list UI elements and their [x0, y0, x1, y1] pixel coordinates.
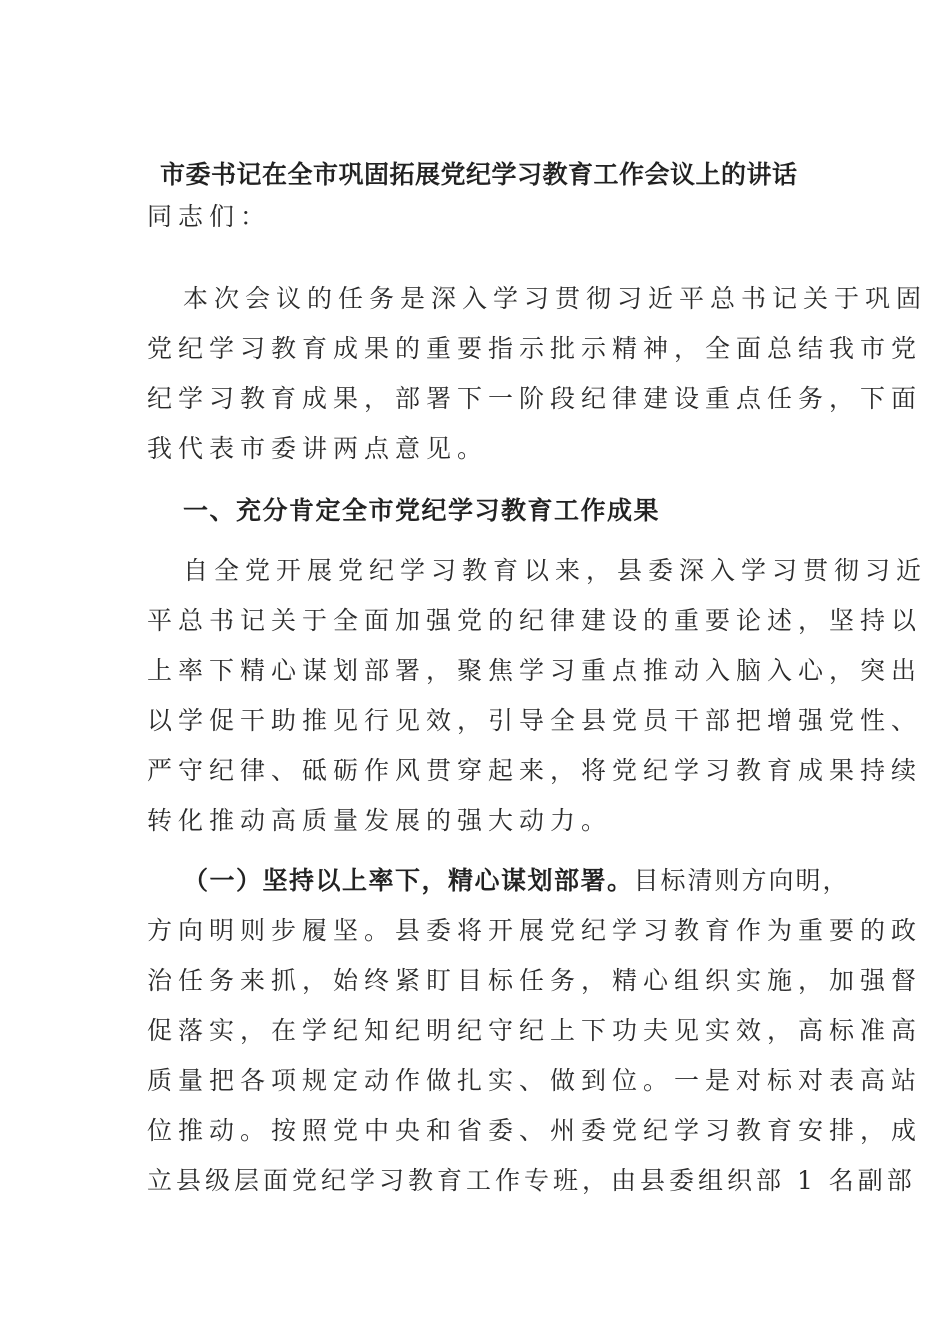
paragraph-line: 上率下精心谋划部署，聚焦学习重点推动入脑入心，突出	[147, 656, 923, 685]
paragraph-line: 转化推动高质量发展的强大动力。	[147, 806, 613, 835]
subsection-first-line-text: 目标清则方向明，	[633, 866, 850, 895]
intro-paragraph	[147, 274, 928, 474]
paragraph-line: 质量把各项规定动作做扎实、做到位。一是对标对表高站	[147, 1066, 923, 1095]
section-heading: 一、充分肯定全市党纪学习教育工作成果	[183, 496, 661, 525]
section1-paragraph	[147, 546, 928, 846]
section1-heading-block	[147, 486, 827, 536]
paragraph-line: 平总书记关于全面加强党的纪律建设的重要论述，坚持以	[147, 606, 923, 635]
paragraph-line: 促落实，在学纪知纪明纪守纪上下功夫见实效，高标准高	[147, 1016, 923, 1045]
paragraph-line: 治任务来抓，始终紧盯目标任务，精心组织实施，加强督	[147, 966, 923, 995]
paragraph-line: 我代表市委讲两点意见。	[147, 434, 489, 463]
paragraph-line: 纪学习教育成果，部署下一阶段纪律建设重点任务，下面	[147, 384, 923, 413]
subsection1-paragraph	[147, 856, 923, 1206]
paragraph-line: 立县级层面党纪学习教育工作专班，由县委组织部 1 名副部	[147, 1166, 916, 1195]
paragraph-line	[147, 856, 850, 906]
salutation-block	[147, 192, 827, 242]
paragraph-line: 位推动。按照党中央和省委、州委党纪学习教育安排，成	[147, 1116, 923, 1145]
salutation: 同志们：	[147, 202, 272, 231]
paragraph-line: 本次会议的任务是深入学习贯彻习近平总书记关于巩固	[183, 284, 928, 313]
document-title: 市委书记在全市巩固拓展党纪学习教育工作会议上的讲话	[160, 160, 798, 189]
subsection-heading: （一）坚持以上率下，精心谋划部署。	[183, 866, 634, 895]
paragraph-line: 以学促干助推见行见效，引导全县党员干部把增强党性、	[147, 706, 923, 735]
paragraph-line: 严守纪律、砥砺作风贯穿起来，将党纪学习教育成果持续	[147, 756, 923, 785]
paragraph-line: 党纪学习教育成果的重要指示批示精神，全面总结我市党	[147, 334, 923, 363]
paragraph-line: 自全党开展党纪学习教育以来，县委深入学习贯彻习近	[183, 556, 928, 585]
paragraph-line: 方向明则步履坚。县委将开展党纪学习教育作为重要的政	[147, 916, 923, 945]
